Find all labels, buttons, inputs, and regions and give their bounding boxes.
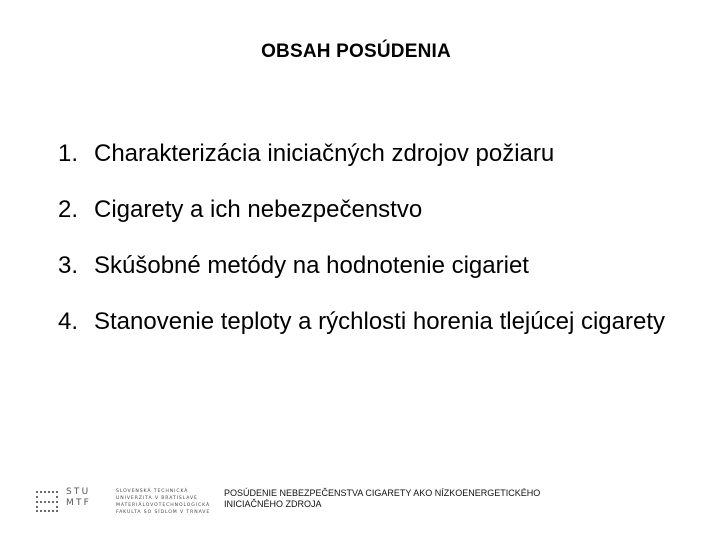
logo-mtf-text: MTF <box>66 498 92 508</box>
footer-caption-line: POSÚDENIE NEBEZPEČENSTVA CIGARETY AKO NÍZKOENERGETICKÉHO <box>224 488 541 498</box>
footer-caption <box>224 488 604 510</box>
agenda-item-text: Cigarety a ich nebezpečenstvo <box>94 196 423 223</box>
footer <box>36 484 696 518</box>
university-logo-dots-icon <box>36 490 62 512</box>
agenda-item <box>58 306 688 337</box>
agenda-item-text: Skúšobné metódy na hodnotenie cigariet <box>94 252 529 279</box>
agenda-list <box>58 138 688 362</box>
agenda-item-number: 1. <box>58 140 79 167</box>
agenda-item-text: Charakterizácia iniciačných zdrojov požiaru <box>94 140 555 167</box>
agenda-item-text: Stanovenie teploty a rýchlosti horenia tlejúcej cigarety <box>94 308 665 335</box>
logo-line: FAKULTA SO SÍDLOM V TRNAVE <box>116 510 211 515</box>
logo-stu-text: STU <box>66 487 91 497</box>
agenda-item <box>58 250 688 281</box>
agenda-item <box>58 194 688 225</box>
university-logo-text <box>116 488 210 516</box>
slide-title: OBSAH POSÚDENIA <box>261 41 451 62</box>
agenda-item-number: 4. <box>58 308 79 335</box>
university-logo-abbreviation <box>66 487 91 509</box>
logo-line: UNIVERZITA V BRATISLAVE <box>116 496 198 501</box>
agenda-item-number: 2. <box>58 196 79 223</box>
logo-line: MATERIÁLOVOTECHNOLOGICKÁ <box>116 503 210 508</box>
agenda-item-number: 3. <box>58 252 79 279</box>
logo-line: SLOVENSKÁ TECHNICKÁ <box>116 489 189 494</box>
footer-caption-line: INICIAČNÉHO ZDROJA <box>224 499 322 509</box>
agenda-item <box>58 138 688 169</box>
